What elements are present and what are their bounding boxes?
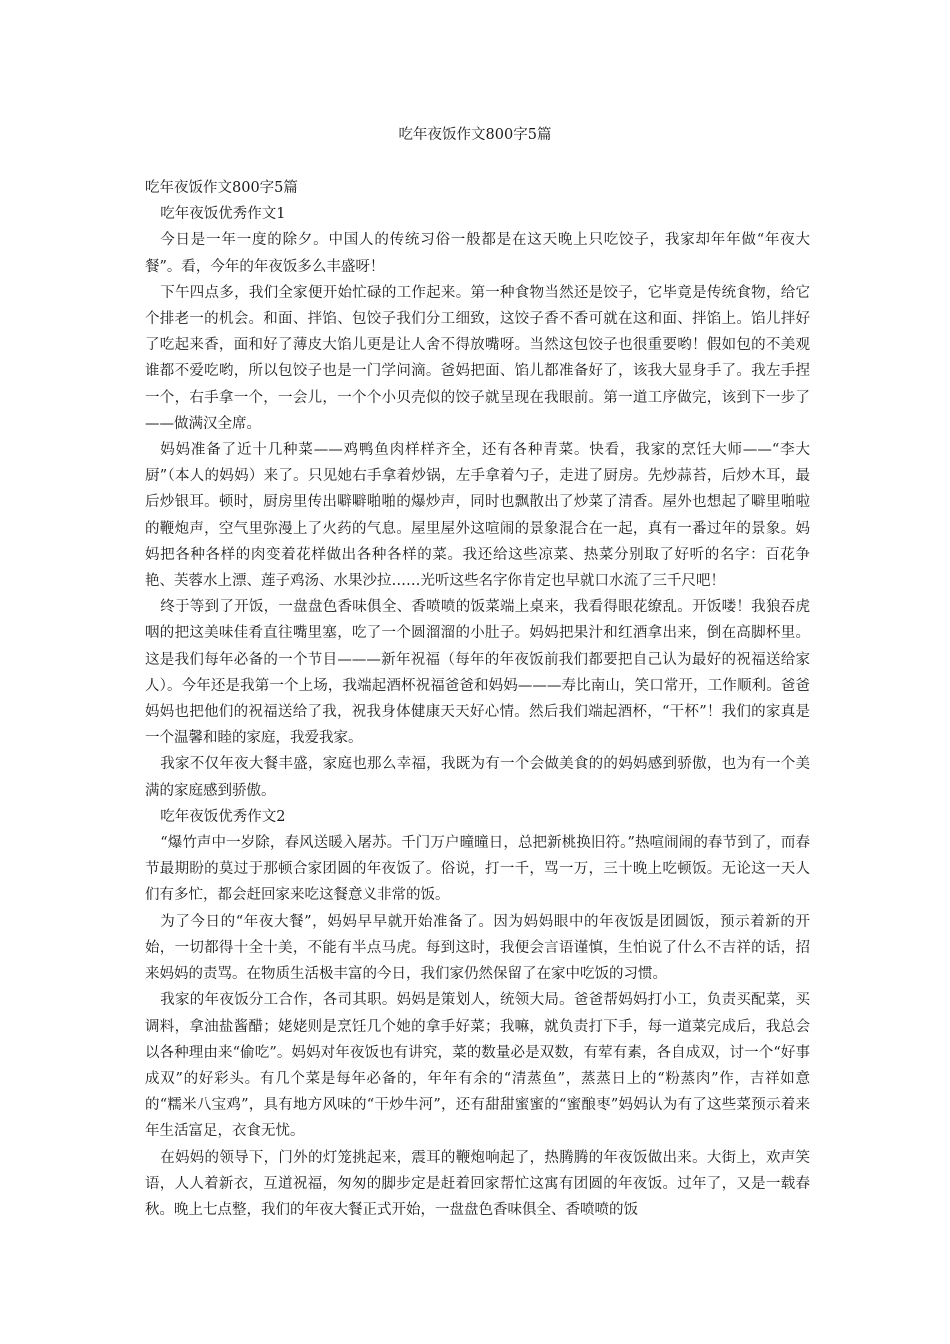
paragraph: 终于等到了开饭，一盘盘色香味俱全、香喷喷的饭菜端上桌来，我看得眼花缭乱。开饭喽！我狼吞虎咽的把这美味佳肴直往嘴里塞，吃了一个圆溜溜的小肚子。妈妈把果汁和红酒拿出来，倒在高脚杯里。这是我们每年必备的一个节目———新年祝福（每年的年夜饭前我们都要把自己认为最好的祝福送给家人）。今年还是我第一个上场，我端起酒杯祝福爸爸和妈妈———寿比南山，笑口常开，工作顺利。爸爸妈妈也把他们的祝福送给了我，祝我身体健康天天好心情。然后我们端起酒杯，“干杯”！我们的家真是一个温馨和睦的家庭，我爱我家。 bbox=[145, 599, 810, 747]
paragraph: 为了今日的“年夜大餐”，妈妈早早就开始准备了。因为妈妈眼中的年夜饭是团圆饭，预示着新的开始，一切都得十全十美，不能有半点马虎。每到这时，我便会言语谨慎，生怕说了什么不吉祥的话，招来妈妈的责骂。在物质生活极丰富的今日，我们家仍然保留了在家中吃饭的习惯。 bbox=[145, 913, 810, 983]
paragraph: 妈妈准备了近十几种菜——鸡鸭鱼肉样样齐全，还有各种青菜。快看，我家的烹饪大师——“李大厨”（本人的妈妈）来了。只见她右手拿着炒锅，左手拿着勺子，走进了厨房。先炒蒜苔，后炒木耳，最后炒银耳。顿时，厨房里传出噼噼啪啪的爆炒声，同时也飘散出了炒菜了清香。屋外也想起了噼里啪啦的鞭炮声，空气里弥漫上了火药的气息。屋里屋外这喧闹的景象混合在一起，真有一番过年的景象。妈妈把各种各样的肉变着花样做出各种各样的菜。我还给这些凉菜、热菜分别取了好听的名字：百花争艳、芙蓉水上漂、莲子鸡汤、水果沙拉……光听这些名字你肯定也早就口水流了三千尺吧！ bbox=[145, 442, 810, 590]
essay-1-heading: 吃年夜饭优秀作文1 bbox=[160, 206, 286, 223]
paragraph: 下午四点多，我们全家便开始忙碌的工作起来。第一种食物当然还是饺子，它毕竟是传统食物，给它个排老一的机会。和面、拌馅、包饺子我们分工细致，这饺子香不香可就在这和面、拌馅上。馅儿拌好了吃起来香，面和好了薄皮大馅儿更是让人舍不得放嘴呀。当然这包饺子也很重要哟！假如包的不美观谁都不爱吃哟，所以包饺子也是一门学问滴。爸妈把面、馅儿都准备好了，该我大显身手了。我左手捏一个，右手拿一个，一会儿，一个个小贝壳似的饺子就呈现在我眼前。第一道工序做完，该到下一步了——做满汉全席。 bbox=[145, 284, 810, 432]
paragraph: “爆竹声中一岁除，春风送暖入屠苏。千门万户曈曈日，总把新桃换旧符。”热喧闹闹的春节到了，而春节最期盼的莫过于那顿合家团圆的年夜饭了。俗说，打一千，骂一万，三十晚上吃顿饭。无论这一天人们有多忙，都会赶回家来吃这餐意义非常的饭。 bbox=[145, 835, 810, 904]
paragraph: 我家不仅年夜大餐丰盛，家庭也那么幸福，我既为有一个会做美食的的妈妈感到骄傲，也为有一个美满的家庭感到骄傲。 bbox=[145, 756, 810, 799]
paragraph: 我家的年夜饭分工合作，各司其职。妈妈是策划人，统领大局。爸爸帮妈妈打小工，负责买配菜，买调料，拿油盐酱醋；姥姥则是烹饪几个她的拿手好菜；我嘛，就负责打下手，每一道菜完成后，我总会以各种理由来“偷吃”。妈妈对年夜饭也有讲究，菜的数量必是双数，有荤有素，各自成双，讨一个“好事成双”的好彩头。有几个菜是每年必备的，年年有余的“清蒸鱼”，蒸蒸日上的“粉蒸肉”作，吉祥如意的“糯米八宝鸡”，具有地方风味的“干炒牛河”，还有甜甜蜜蜜的“蜜酿枣”妈妈认为有了这些菜预示着来年生活富足，衣食无忧。 bbox=[145, 992, 810, 1140]
paragraph: 今日是一年一度的除夕。中国人的传统习俗一般都是在这天晚上只吃饺子，我家却年年做“年夜大餐”。看，今年的年夜饭多么丰盛呀！ bbox=[145, 232, 810, 275]
document-subtitle: 吃年夜饭作文800字5篇 bbox=[145, 180, 298, 196]
paragraph: 在妈妈的领导下，门外的灯笼挑起来，震耳的鞭炮响起了，热腾腾的年夜饭做出来。大街上，欢声笑语，人人着新衣，互道祝福，匆匆的脚步定是赶着回家帮忙这寓有团圆的年夜饭。过年了，又是一载春秋。晚上七点整，我们的年夜大餐正式开始，一盘盘色香味俱全、香喷喷的饭 bbox=[145, 1149, 810, 1218]
document-title: 吃年夜饭作文800字5篇 bbox=[398, 127, 552, 143]
document-body bbox=[145, 175, 810, 1223]
essay-2-heading: 吃年夜饭优秀作文2 bbox=[160, 808, 286, 825]
